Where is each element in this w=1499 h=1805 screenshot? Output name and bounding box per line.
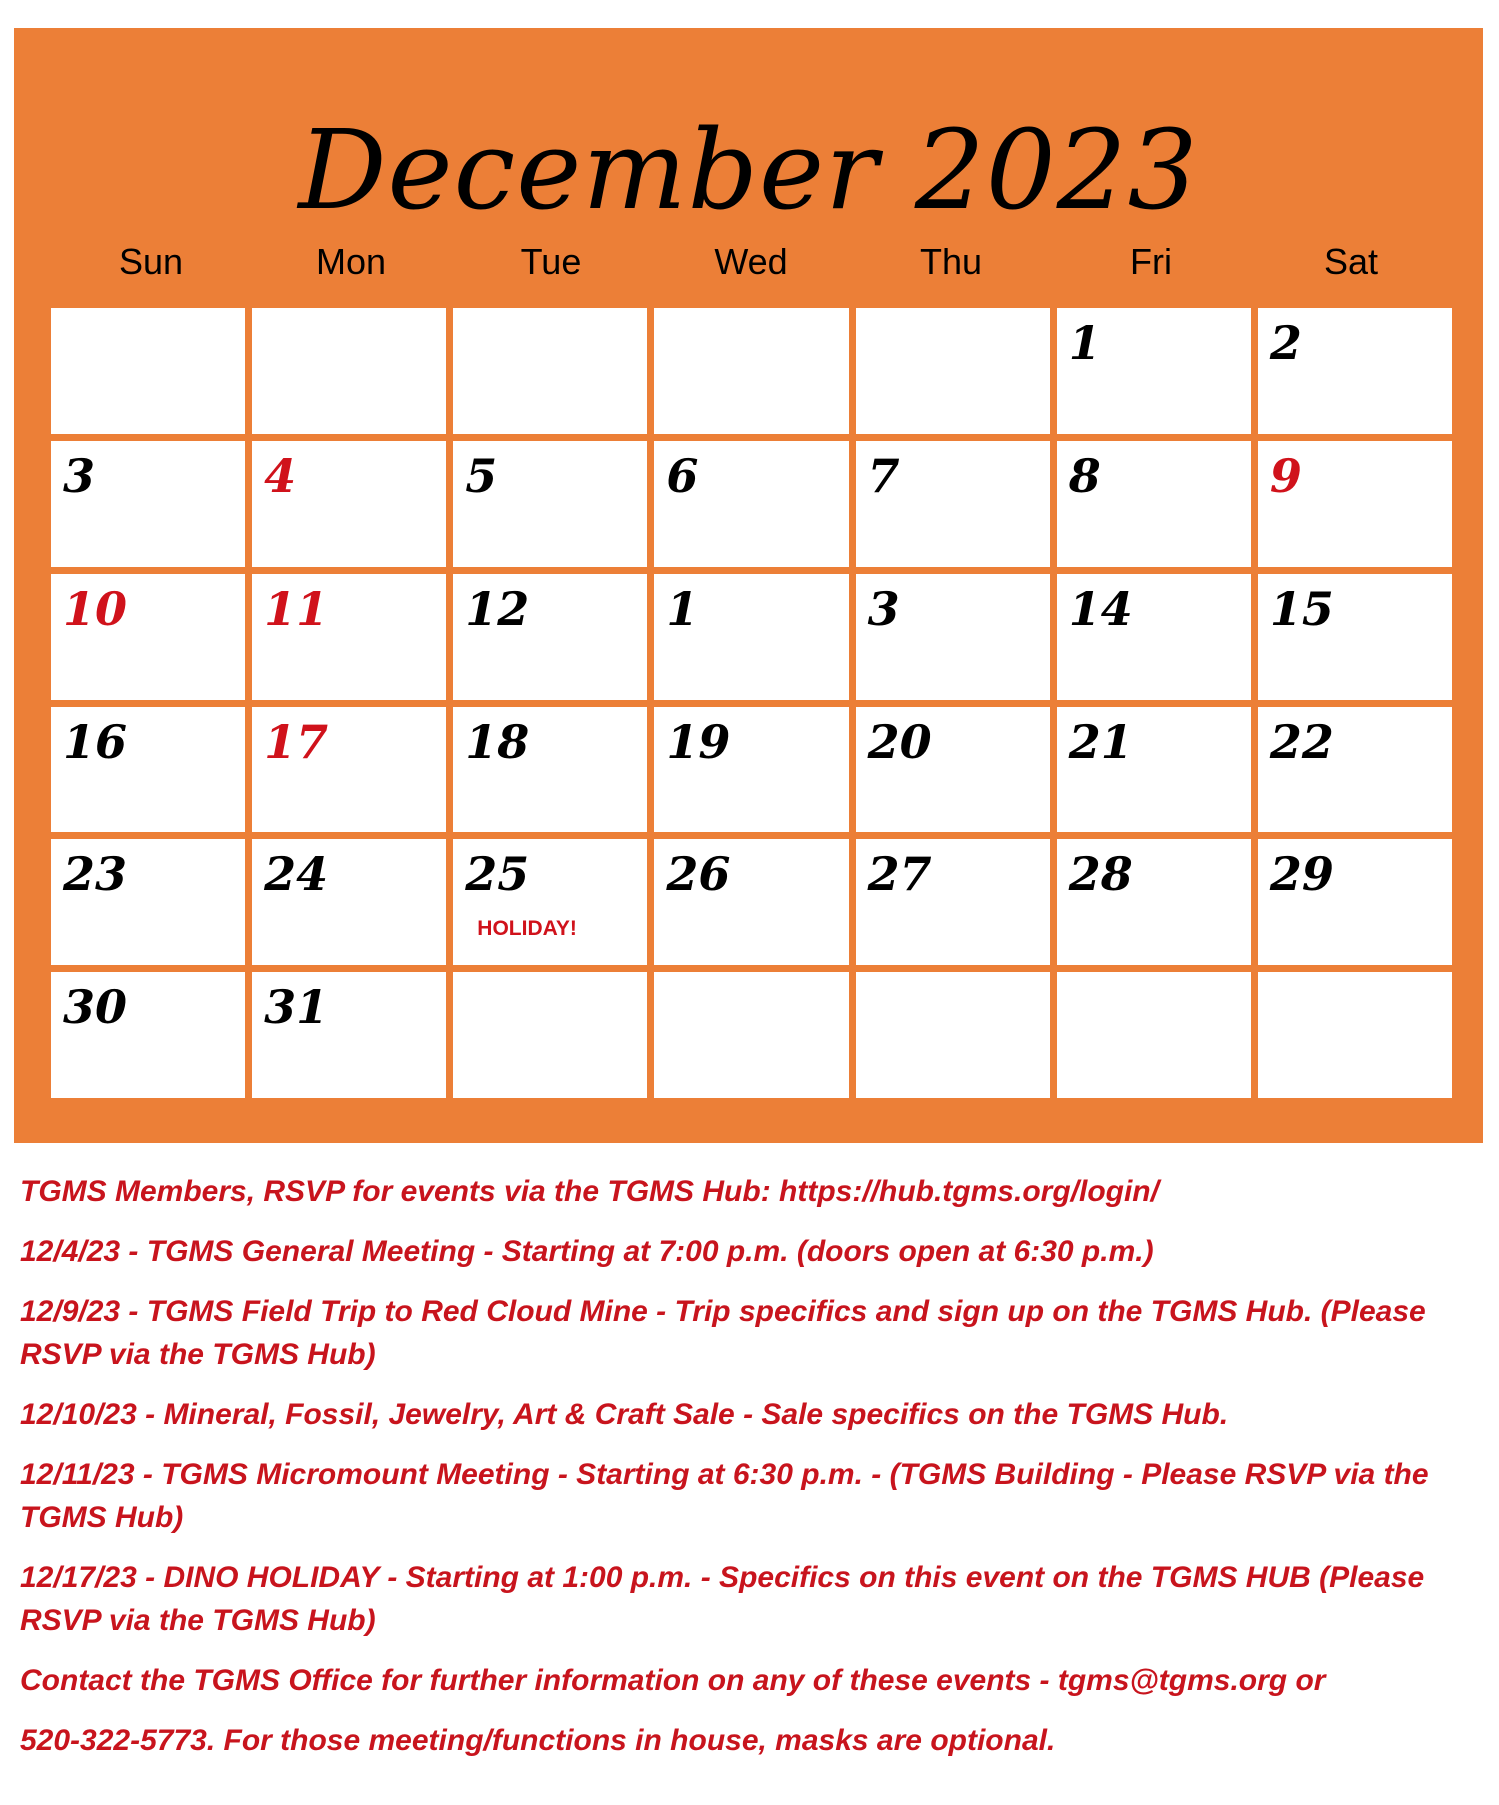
day-cell: [1258, 839, 1452, 965]
day-number: 10: [63, 581, 128, 636]
day-cell: [654, 972, 848, 1098]
event-item: 12/4/23 - TGMS General Meeting - Starting at 7:00 p.m. (doors open at 6:30 p.m.): [20, 1235, 1154, 1268]
day-cell: [1057, 839, 1251, 965]
day-number: 12: [465, 581, 530, 636]
day-number: 22: [1269, 714, 1334, 769]
weekday-mon: Mon: [315, 241, 387, 282]
day-number: 23: [63, 847, 128, 902]
weekday-fri: Fri: [1130, 241, 1172, 282]
day-cell: [856, 441, 1050, 567]
weekday-wed: Wed: [714, 241, 788, 282]
day-number: 14: [1068, 581, 1133, 636]
day-cell: [1057, 972, 1251, 1098]
event-item: 12/10/23 - Mineral, Fossil, Jewelry, Art & Craft Sale - Sale specifics on the TGMS Hub.: [20, 1398, 1229, 1431]
day-cell: [856, 308, 1050, 434]
contact-line: Contact the TGMS Office for further information on any of these events - tgms@tgms.org or: [20, 1664, 1326, 1697]
day-number: 26: [666, 847, 731, 902]
weekday-tue: Tue: [520, 241, 582, 282]
day-cell: [252, 707, 446, 833]
day-number: 9: [1269, 448, 1302, 503]
weekday-header-row: [51, 236, 1451, 288]
day-cell: [51, 441, 245, 567]
day-cell: [1258, 574, 1452, 700]
day-cell: [453, 308, 647, 434]
day-cell: [654, 441, 848, 567]
day-cell: [654, 707, 848, 833]
day-number: 25: [465, 847, 530, 902]
day-number: 5: [465, 448, 498, 503]
calendar-grid: [51, 308, 1452, 1098]
event-item: 12/17/23 - DINO HOLIDAY - Starting at 1:00 p.m. - Specifics on this event on the TGMS HUB (Please RSVP via the TGMS Hub): [20, 1561, 1425, 1637]
day-number: 30: [63, 980, 128, 1035]
day-cell: [1258, 441, 1452, 567]
day-cell: [51, 574, 245, 700]
day-number: 27: [867, 847, 932, 902]
day-cell: [1057, 574, 1251, 700]
day-cell: [252, 574, 446, 700]
day-cell: [1057, 707, 1251, 833]
day-cell: [453, 707, 647, 833]
day-cell: [51, 707, 245, 833]
day-number: 31: [264, 980, 329, 1035]
day-number: 29: [1269, 847, 1334, 902]
day-cell: [1258, 707, 1452, 833]
rsvp-line: TGMS Members, RSVP for events via the TGMS Hub: https://hub.tgms.org/login/: [20, 1175, 1159, 1208]
day-number: 16: [63, 714, 128, 769]
day-cell: [252, 441, 446, 567]
day-cell: [252, 308, 446, 434]
events-list: [20, 1170, 1480, 1762]
holiday-note: HOLIDAY!: [477, 917, 577, 941]
day-cell: [453, 839, 647, 965]
weekday-sun: Sun: [118, 241, 184, 282]
day-cell: [453, 574, 647, 700]
day-cell: [654, 839, 848, 965]
day-number: 28: [1068, 847, 1133, 902]
day-cell: [51, 308, 245, 434]
day-cell: [1258, 308, 1452, 434]
day-cell: [654, 308, 848, 434]
day-number: 1: [1068, 316, 1101, 370]
day-number: 2: [1269, 316, 1302, 370]
day-number: 6: [666, 448, 699, 503]
day-cell: [856, 972, 1050, 1098]
day-cell: [1258, 972, 1452, 1098]
day-cell: [252, 839, 446, 965]
day-cell: [654, 574, 848, 700]
calendar-title: December 2023: [298, 106, 1199, 234]
day-number: 1: [666, 581, 699, 636]
day-cell: [856, 839, 1050, 965]
day-number: 3: [867, 581, 900, 636]
day-cell: [856, 574, 1050, 700]
day-number: 18: [465, 714, 530, 769]
day-number: 8: [1068, 448, 1101, 503]
day-cell: [453, 441, 647, 567]
day-number: 3: [63, 448, 96, 503]
calendar-panel: [14, 28, 1483, 1143]
weekday-sat: Sat: [1323, 241, 1379, 282]
event-item: 12/9/23 - TGMS Field Trip to Red Cloud Mine - Trip specifics and sign up on the TGMS Hub. (Please RSVP via the TGMS Hub): [20, 1295, 1426, 1371]
day-cell: [51, 839, 245, 965]
day-cell: [51, 972, 245, 1098]
day-cell: [1057, 308, 1251, 434]
day-number: 4: [264, 448, 297, 503]
day-cell: [252, 972, 446, 1098]
day-cell: [856, 707, 1050, 833]
day-number: 24: [264, 847, 329, 902]
day-cell: [1057, 441, 1251, 567]
event-item: 12/11/23 - TGMS Micromount Meeting - Starting at 6:30 p.m. - (TGMS Building - Please RSVP via the TGMS Hub): [20, 1458, 1429, 1534]
day-number: 20: [867, 714, 932, 769]
day-number: 11: [264, 581, 329, 636]
weekday-thu: Thu: [919, 241, 983, 282]
day-number: 21: [1068, 714, 1133, 769]
day-number: 17: [264, 714, 329, 769]
phone-line: 520-322-5773. For those meeting/functions in house, masks are optional.: [20, 1724, 1056, 1757]
day-number: 19: [666, 714, 731, 769]
day-number: 15: [1269, 581, 1334, 636]
day-cell: [453, 972, 647, 1098]
day-number: 7: [867, 448, 900, 503]
